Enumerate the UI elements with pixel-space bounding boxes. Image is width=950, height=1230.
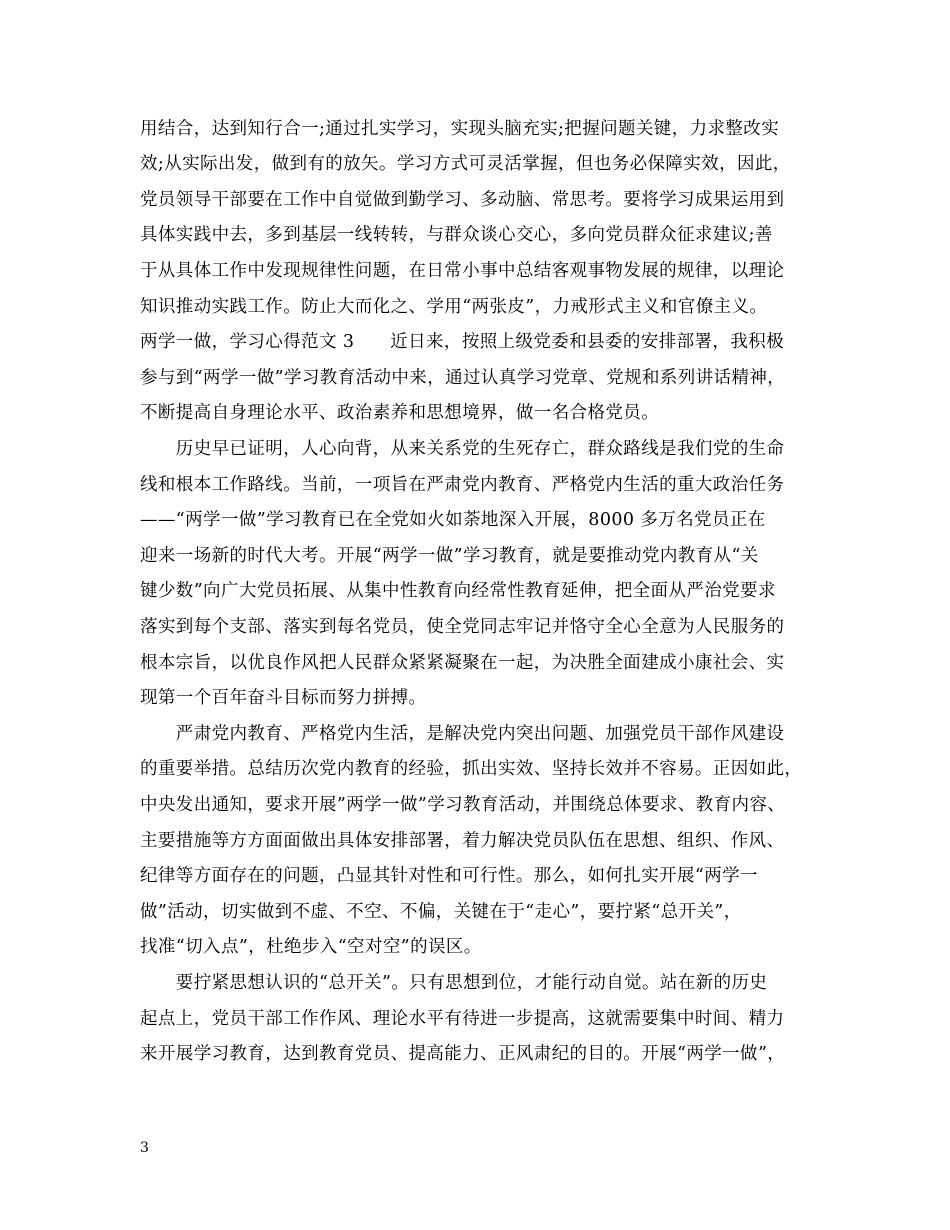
text-line: 不断提高自身理论水平、政治素养和思想境界，做一名合格党员。 bbox=[140, 403, 660, 423]
text-line: 键少数”向广大党员拓展、从集中性教育向经常性教育延伸，把全面从严治党要求 bbox=[140, 581, 776, 601]
text-line: 效;从实际出发，做到有的放矢。学习方式可灵活掌握，但也务必保障实效，因此， bbox=[140, 154, 791, 174]
text-line: 两学一做，学习心得范文 3 近日来，按照上级党委和县委的安排部署，我积极 bbox=[140, 332, 784, 352]
text-line: 于从具体工作中发现规律性问题，在日常小事中总结客观事物发展的规律，以理论 bbox=[140, 261, 785, 281]
text-line: 来开展学习教育，达到教育党员、提高能力、正风肃纪的目的。开展“两学一做”， bbox=[140, 1044, 786, 1064]
text-line: 根本宗旨，以优良作风把人民群众紧紧凝聚在一起，为决胜全面建成小康社会、实 bbox=[140, 653, 785, 673]
text-line: 落实到每个支部、落实到每名党员，使全党同志牢记并恪守全心全意为人民服务的 bbox=[140, 617, 785, 637]
page-number: 3 bbox=[140, 1140, 149, 1156]
text-line: 严肃党内教育、严格党内生活，是解决党内突出问题、加强党员干部作风建设 bbox=[140, 724, 785, 744]
text-line: ——“两学一做”学习教育已在全党如火如荼地深入开展，8000 多万名党员正在 bbox=[140, 510, 766, 530]
text-line: 历史早已证明，人心向背，从来关系党的生死存亡，群众路线是我们党的生命 bbox=[140, 439, 785, 459]
text-line: 参与到“两学一做”学习教育活动中来，通过认真学习党章、党规和系列讲话精神， bbox=[140, 368, 786, 388]
text-line: 纪律等方面存在的问题，凸显其针对性和可行性。那么，如何扎实开展“两学一 bbox=[140, 866, 758, 886]
text-line: 找准“切入点”，杜绝步入“空对空”的误区。 bbox=[140, 937, 482, 957]
text-line: 具体实践中去，多到基层一线转转，与群众谈心交心，多向党员群众征求建议;善 bbox=[140, 225, 773, 245]
text-line: 用结合，达到知行合一;通过扎实学习，实现头脑充实;把握问题关键，力求整改实 bbox=[140, 119, 780, 139]
text-line: 现第一个百年奋斗目标而努力拼搏。 bbox=[140, 688, 427, 708]
text-line: 党员领导干部要在工作中自觉做到勤学习、多动脑、常思考。要将学习成果运用到 bbox=[140, 190, 785, 210]
text-line: 起点上，党员干部工作作风、理论水平有待进一步提高，这就需要集中时间、精力 bbox=[140, 1009, 785, 1029]
text-line: 要拧紧思想认识的“总开关”。只有思想到位，才能行动自觉。站在新的历史 bbox=[140, 973, 768, 993]
text-line: 线和根本工作路线。当前，一项旨在严肃党内教育、严格党内生活的重大政治任务 bbox=[140, 475, 785, 495]
text-line: 做”活动，切实做到不虚、不空、不偏，关键在于“走心”，要拧紧“总开关”， bbox=[140, 902, 742, 922]
text-line: 中央发出通知，要求开展”两学一做”学习教育活动，并围绕总体要求、教育内容、 bbox=[140, 795, 786, 815]
text-line: 主要措施等方方面面做出具体安排部署，着力解决党员队伍在思想、组织、作风、 bbox=[140, 831, 785, 851]
text-line: 知识推动实践工作。防止大而化之、学用“两张皮”，力戒形式主义和官僚主义。 bbox=[140, 297, 768, 317]
text-line: 的重要举措。总结历次党内教育的经验，抓出实效、坚持长效并不容易。正因如此， bbox=[140, 759, 803, 779]
text-line: 迎来一场新的时代大考。开展“两学一做”学习教育，就是要推动党内教育从“关 bbox=[140, 546, 759, 566]
